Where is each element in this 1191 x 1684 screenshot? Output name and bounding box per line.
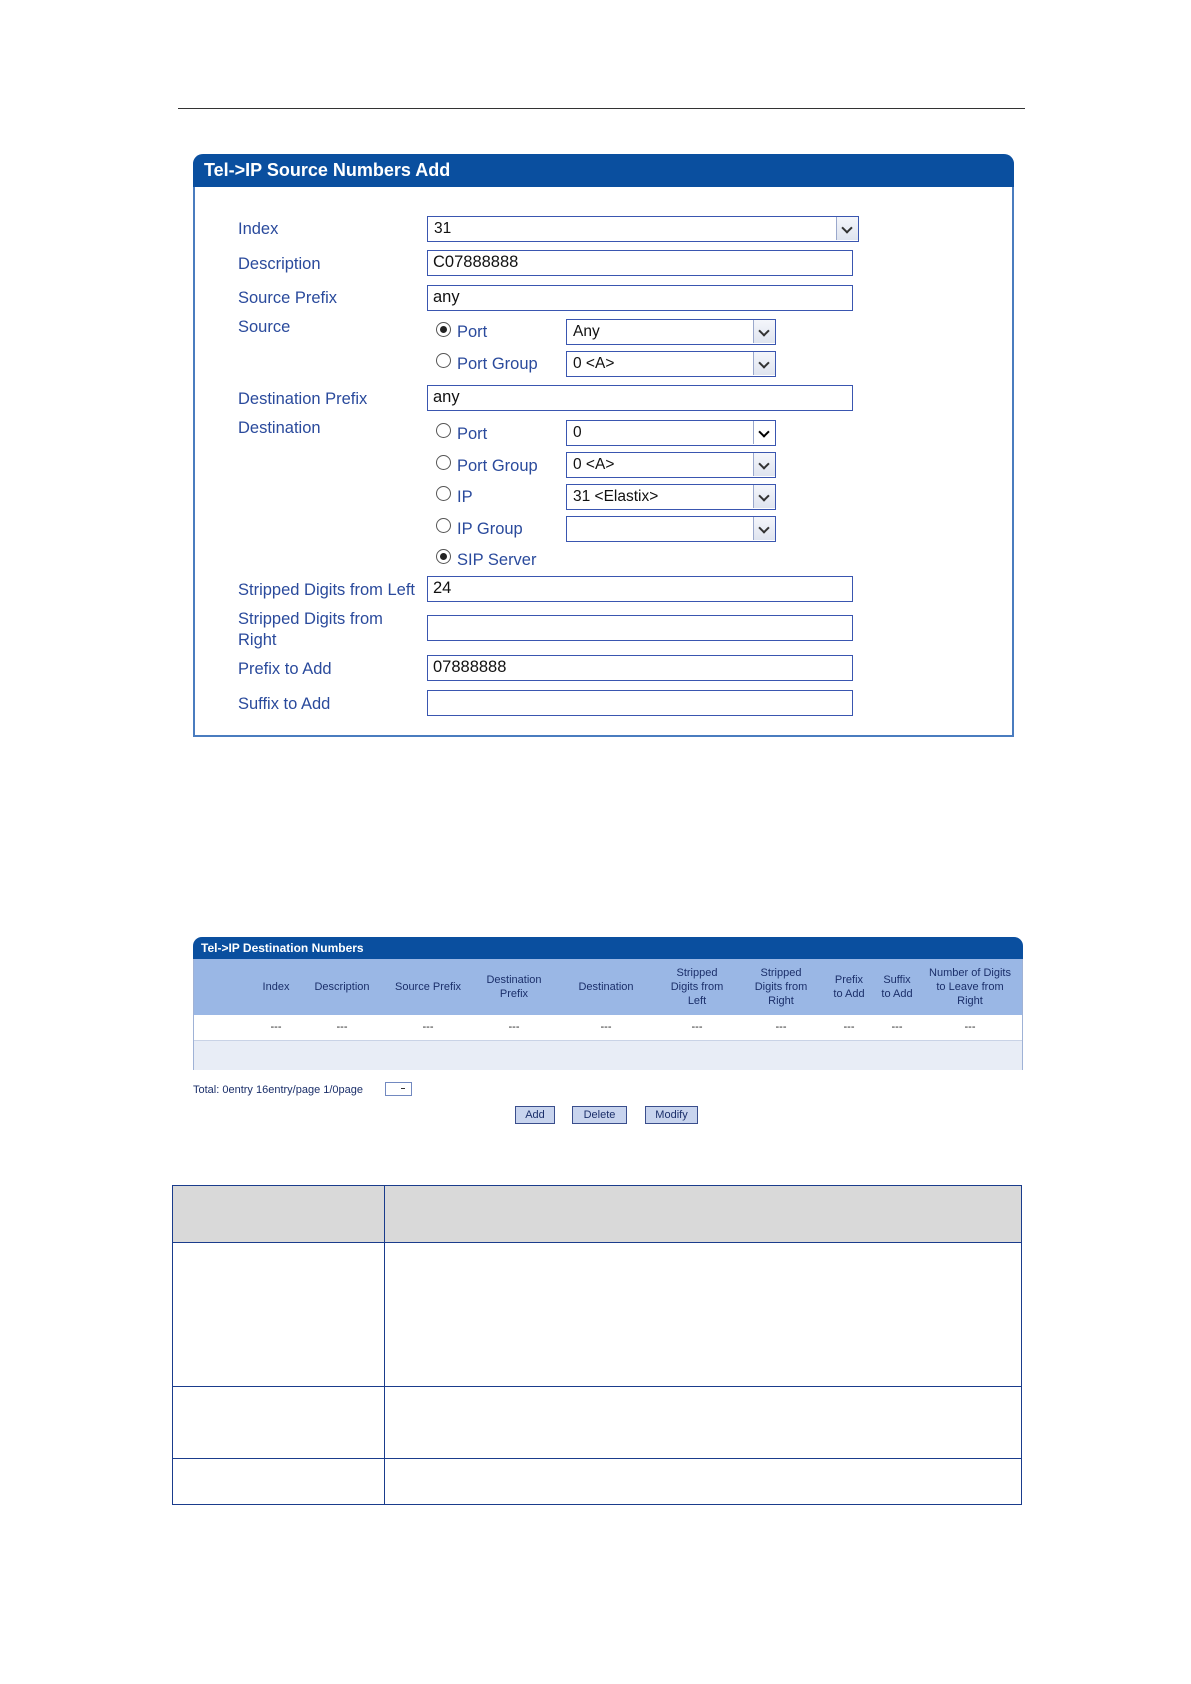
destination-port-group-label: Port Group bbox=[457, 457, 538, 475]
column-header: Index bbox=[262, 981, 290, 993]
table-cell: --- bbox=[891, 1021, 903, 1033]
header-rule bbox=[178, 108, 1025, 109]
column-header: Source Prefix bbox=[394, 981, 462, 993]
table-cell: --- bbox=[270, 1021, 282, 1033]
destination-sip-server-label: SIP Server bbox=[457, 551, 537, 569]
page-select[interactable] bbox=[385, 1082, 412, 1096]
stripped-right-label-line1: Stripped Digits from bbox=[238, 610, 383, 628]
chevron-down-icon bbox=[836, 217, 858, 240]
table-header bbox=[173, 1186, 1021, 1243]
column-header: Description bbox=[314, 981, 370, 993]
destination-ip-radio[interactable] bbox=[436, 486, 451, 501]
index-label: Index bbox=[238, 220, 279, 238]
source-prefix-label: Source Prefix bbox=[238, 289, 338, 307]
chevron-down-icon bbox=[753, 517, 775, 540]
source-label: Source bbox=[238, 318, 291, 336]
prefix-to-add-input[interactable]: 07888888 bbox=[427, 655, 853, 681]
column-header: Stripped Digits from Right bbox=[754, 967, 808, 1007]
destination-ip-group-label: IP Group bbox=[457, 520, 523, 538]
source-port-radio[interactable] bbox=[436, 322, 451, 337]
suffix-to-add-input[interactable] bbox=[427, 690, 853, 716]
destination-port-group-radio[interactable] bbox=[436, 455, 451, 470]
stripped-left-label: Stripped Digits from Left bbox=[238, 581, 415, 599]
chevron-down-icon bbox=[753, 421, 775, 444]
chevron-down-icon bbox=[753, 352, 775, 375]
stripped-left-input[interactable]: 24 bbox=[427, 576, 853, 602]
source-port-value: Any bbox=[573, 323, 600, 340]
source-port-select[interactable] bbox=[566, 319, 776, 345]
destination-sip-server-radio[interactable] bbox=[436, 549, 451, 564]
table-cell: --- bbox=[775, 1021, 787, 1033]
table-footer bbox=[194, 1040, 1022, 1070]
table-cell: --- bbox=[422, 1021, 434, 1033]
panel-title: Tel->IP Destination Numbers bbox=[193, 937, 1023, 959]
table-cell: --- bbox=[843, 1021, 855, 1033]
description-label: Description bbox=[238, 255, 321, 273]
column-header: Destination bbox=[578, 981, 634, 993]
add-button[interactable]: Add bbox=[515, 1106, 555, 1124]
delete-button[interactable]: Delete bbox=[572, 1106, 627, 1124]
parameter-table bbox=[172, 1185, 1022, 1505]
destination-port-group-select[interactable] bbox=[566, 452, 776, 478]
column-header: Prefix to Add bbox=[833, 974, 865, 1000]
stripped-right-input[interactable] bbox=[427, 615, 853, 641]
index-select[interactable] bbox=[427, 216, 859, 242]
destination-port-label: Port bbox=[457, 425, 488, 443]
destination-label: Destination bbox=[238, 419, 321, 437]
source-port-group-value: 0 <A> bbox=[573, 355, 615, 372]
column-divider bbox=[384, 1186, 385, 1504]
description-input[interactable]: C07888888 bbox=[427, 250, 853, 276]
index-value: 31 bbox=[434, 220, 452, 237]
destination-port-value: 0 bbox=[573, 424, 582, 441]
destination-numbers-panel bbox=[193, 937, 1023, 1070]
chevron-down-icon bbox=[753, 320, 775, 343]
source-port-group-label: Port Group bbox=[457, 355, 538, 373]
destination-ip-value: 31 <Elastix> bbox=[573, 488, 659, 505]
destination-prefix-input[interactable]: any bbox=[427, 385, 853, 411]
destination-port-radio[interactable] bbox=[436, 423, 451, 438]
table-cell: --- bbox=[600, 1021, 612, 1033]
column-header: Stripped Digits from Left bbox=[670, 967, 724, 1007]
destination-port-select[interactable] bbox=[566, 420, 776, 446]
table-cell: --- bbox=[336, 1021, 348, 1033]
pagination-info: Total: 0entry 16entry/page 1/0page bbox=[193, 1084, 364, 1096]
modify-button[interactable]: Modify bbox=[645, 1106, 698, 1124]
destination-ip-label: IP bbox=[457, 488, 473, 506]
panel-title: Tel->IP Source Numbers Add bbox=[193, 154, 1014, 187]
column-header: Destination Prefix bbox=[486, 974, 542, 1000]
column-header: Number of Digits to Leave from Right bbox=[929, 967, 1011, 1007]
chevron-down-icon bbox=[753, 485, 775, 508]
row-divider bbox=[173, 1386, 1021, 1387]
source-port-group-select[interactable] bbox=[566, 351, 776, 377]
chevron-down-icon bbox=[753, 453, 775, 476]
destination-port-group-value: 0 <A> bbox=[573, 456, 615, 473]
suffix-to-add-label: Suffix to Add bbox=[238, 695, 331, 713]
destination-ip-group-radio[interactable] bbox=[436, 518, 451, 533]
row-divider bbox=[173, 1458, 1021, 1459]
source-port-group-radio[interactable] bbox=[436, 353, 451, 368]
column-header: Suffix to Add bbox=[881, 974, 913, 1000]
table-cell: --- bbox=[691, 1021, 703, 1033]
stripped-right-label-line2: Right bbox=[238, 631, 277, 649]
table-header bbox=[194, 959, 1022, 1015]
destination-ip-group-select[interactable] bbox=[566, 516, 776, 542]
source-port-label: Port bbox=[457, 323, 488, 341]
source-prefix-input[interactable]: any bbox=[427, 285, 853, 311]
table-cell: --- bbox=[964, 1021, 976, 1033]
table-row[interactable] bbox=[194, 1015, 1022, 1040]
destination-ip-select[interactable] bbox=[566, 484, 776, 510]
destination-prefix-label: Destination Prefix bbox=[238, 390, 368, 408]
prefix-to-add-label: Prefix to Add bbox=[238, 660, 332, 678]
table-cell: --- bbox=[508, 1021, 520, 1033]
